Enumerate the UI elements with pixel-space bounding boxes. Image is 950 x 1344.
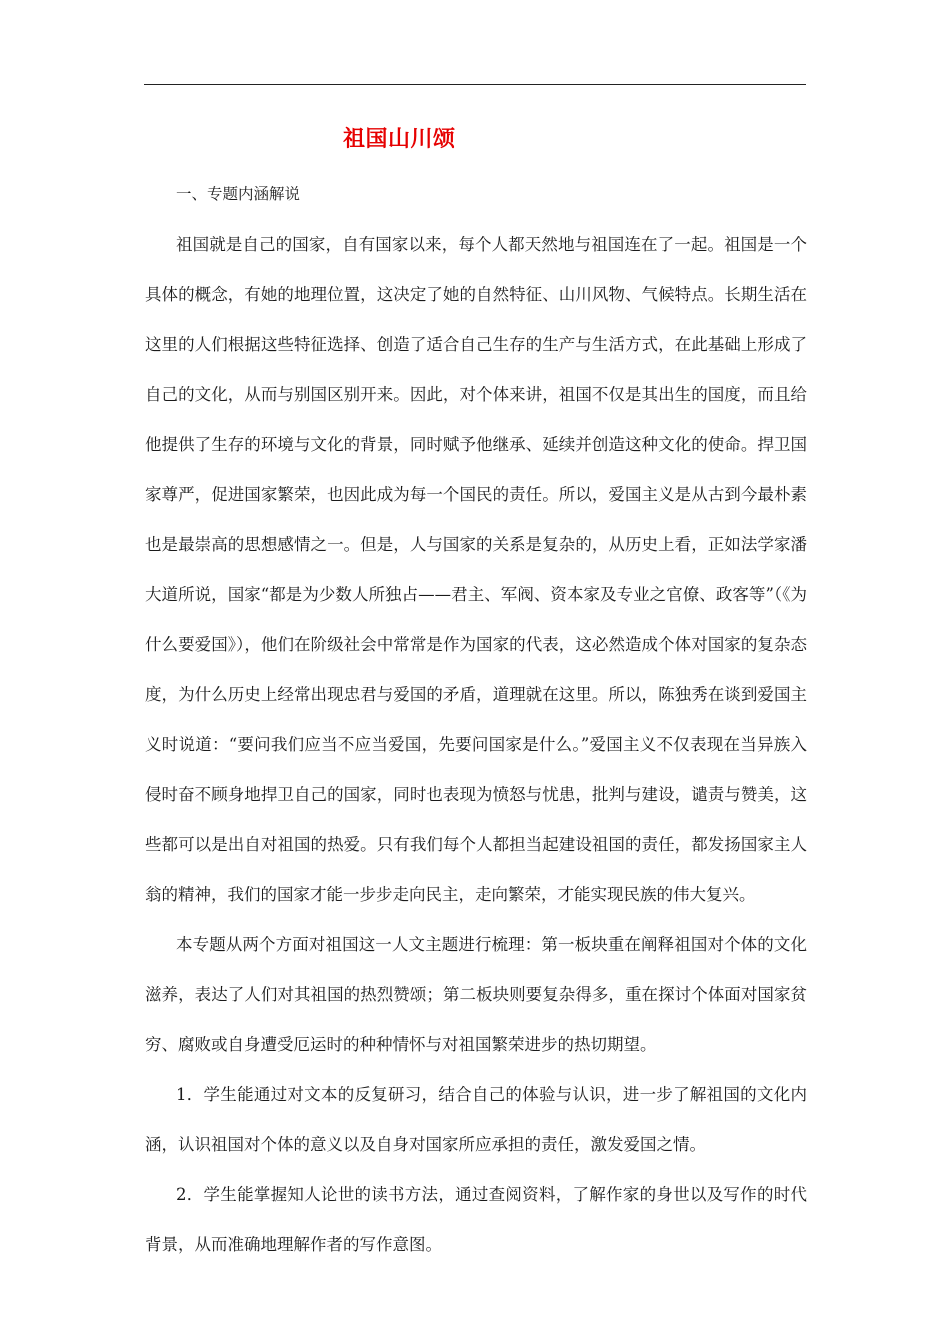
document-body (145, 180, 807, 1270)
body-paragraph-2: 本专题从两个方面对祖国这一人文主题进行梳理：第一板块重在阐释祖国对个体的文化滋养，表达了人们对其祖国的热烈赞颂；第二板块则要复杂得多，重在探讨个体面对国家贫穷、腐败或自身遭受厄运时的种种情怀与对祖国繁荣进步的热切期望。 (145, 935, 807, 1054)
objective-item-1: 1．学生能通过对文本的反复研习，结合自己的体验与认识，进一步了解祖国的文化内涵，认识祖国对个体的意义以及自身对国家所应承担的责任，激发爱国之情。 (145, 1085, 807, 1154)
section-heading: 一、专题内涵解说 (176, 185, 301, 203)
body-paragraph-1: 祖国就是自己的国家，自有国家以来，每个人都天然地与祖国连在了一起。祖国是一个具体的概念，有她的地理位置，这决定了她的自然特征、山川风物、气候特点。长期生活在这里的人们根据这些特征选择、创造了适合自己生存的生产与生活方式，在此基础上形成了自己的文化，从而与别国区别开来。因此，对个体来讲，祖国不仅是其出生的国度，而且给他提供了生存的环境与文化的背景，同时赋予他继承、延续并创造这种文化的使命。捍卫国家尊严，促进国家繁荣，也因此成为每一个国民的责任。所以，爱国主义是从古到今最朴素也是最崇高的思想感情之一。但是，人与国家的关系是复杂的，从历史上看，正如法学家潘大道所说，国家“都是为少数人所独占——君主、军阀、资本家及专业之官僚、政客等”（《为什么要爱国》），他们在阶级社会中常常是作为国家的代表，这必然造成个体对国家的复杂态度，为什么历史上经常出现忠君与爱国的矛盾，道理就在这里。所以，陈独秀在谈到爱国主义时说道：“要问我们应当不应当爱国，先要问国家是什么。”爱国主义不仅表现在当异族入侵时奋不顾身地捍卫自己的国家，同时也表现为愤怒与忧患，批判与建设，谴责与赞美，这些都可以是出自对祖国的热爱。只有我们每个人都担当起建设祖国的责任，都发扬国家主人翁的精神，我们的国家才能一步步走向民主，走向繁荣，才能实现民族的伟大复兴。 (145, 235, 807, 904)
document-title: 祖国山川颂 (343, 127, 456, 152)
header-rule (144, 84, 806, 85)
objective-item-2: 2．学生能掌握知人论世的读书方法，通过查阅资料，了解作家的身世以及写作的时代背景，从而准确地理解作者的写作意图。 (145, 1185, 807, 1254)
